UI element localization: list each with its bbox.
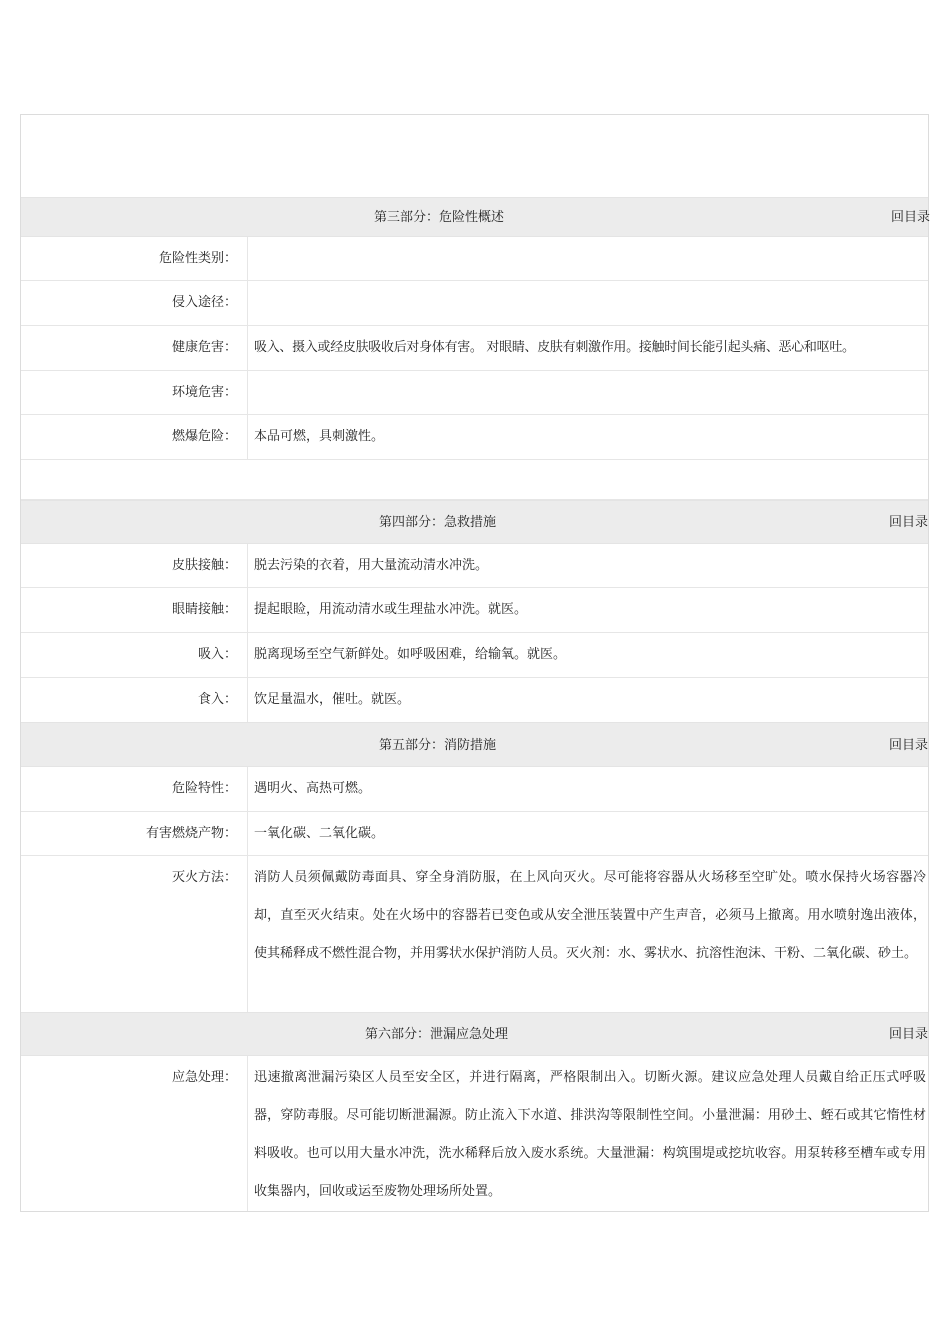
back-to-toc-link[interactable]: 回目录 [890,210,930,225]
field-label: 侵入途径： [21,281,248,325]
field-value [249,237,928,280]
field-value: 本品可燃，具刺激性。 [254,429,385,444]
section-title: 第五部分：消防措施 [379,738,497,753]
field-label: 危险特性： [21,767,248,811]
field-value: 消防人员须佩戴防毒面具、穿全身消防服，在上风向灭火。尽可能将容器从火场移至空旷处。喷水保持火场容器冷却，直至灭火结束。处在火场中的容器若已变色或从安全泄压装置中产生声音，必须马上撤离。用水喷射逸出液体，使其稀释成不燃性混合物，并用雾状水保护消防人员。灭火剂：水、雾状水、抗溶性泡沫、干粉、二氧化碳、砂土。 [254,870,926,961]
field-value-cell [249,326,928,370]
field-value: 遇明火、高热可燃。 [254,781,372,796]
table-row [21,415,928,460]
section-header-spill-response [21,1012,928,1056]
field-label: 吸入： [21,633,248,677]
table-row [21,678,928,722]
field-label: 灭火方法： [21,856,248,1012]
field-label: 有害燃烧产物： [21,812,248,855]
back-to-toc-link[interactable]: 回目录 [888,1027,928,1042]
section-header-first-aid [21,500,928,544]
table-row [21,544,928,588]
field-label: 应急处理： [21,1056,248,1211]
table-row [21,326,928,371]
section-header-fire-fighting [21,722,928,767]
field-value: 迅速撤离泄漏污染区人员至安全区，并进行隔离，严格限制出入。切断火源。建议应急处理人员戴自给正压式呼吸器，穿防毒服。尽可能切断泄漏源。防止流入下水道、排洪沟等限制性空间。小量泄漏：用砂土、蛭石或其它惰性材料吸收。也可以用大量水冲洗，洗水稀释后放入废水系统。大量泄漏：构筑围堤或挖坑收容。用泵转移至槽车或专用收集器内，回收或运至废物处理场所处置。 [254,1070,926,1199]
back-to-toc-link[interactable]: 回目录 [888,738,928,753]
table-row [21,371,928,415]
field-value: 提起眼睑，用流动清水或生理盐水冲洗。就医。 [254,602,528,617]
table-row [21,856,928,1012]
field-label: 环境危害： [21,371,248,414]
field-value: 吸入、摄入或经皮肤吸收后对身体有害。 对眼睛、皮肤有刺激作用。接触时间长能引起头痛、恶心和呕吐。 [254,340,855,355]
table-row [21,588,928,633]
field-label: 皮肤接触： [21,544,248,587]
field-value: 一氧化碳、二氧化碳。 [254,826,385,841]
field-label: 危险性类别： [21,237,248,280]
field-value [249,371,928,414]
table-row [21,767,928,812]
table-row [21,633,928,678]
spacer-row [21,460,928,500]
field-label: 食入： [21,678,248,722]
table-row [21,281,928,326]
field-label: 眼睛接触： [21,588,248,632]
section-title: 第四部分：急救措施 [379,515,497,530]
table-row [21,812,928,856]
field-value [249,281,928,325]
section-title: 第三部分：危险性概述 [374,210,505,225]
back-to-toc-link[interactable]: 回目录 [888,515,928,530]
section-title: 第六部分：泄漏应急处理 [365,1027,509,1042]
table-row [21,1056,928,1211]
table-row [21,237,928,281]
field-value: 脱离现场至空气新鲜处。如呼吸困难，给输氧。就医。 [254,647,567,662]
field-label: 燃爆危险： [21,415,248,459]
section-header-hazards [21,197,928,237]
msds-table [20,114,929,1212]
field-value: 饮足量温水，催吐。就医。 [254,692,411,707]
field-value: 脱去污染的衣着，用大量流动清水冲洗。 [254,558,489,573]
field-label: 健康危害： [21,326,248,370]
